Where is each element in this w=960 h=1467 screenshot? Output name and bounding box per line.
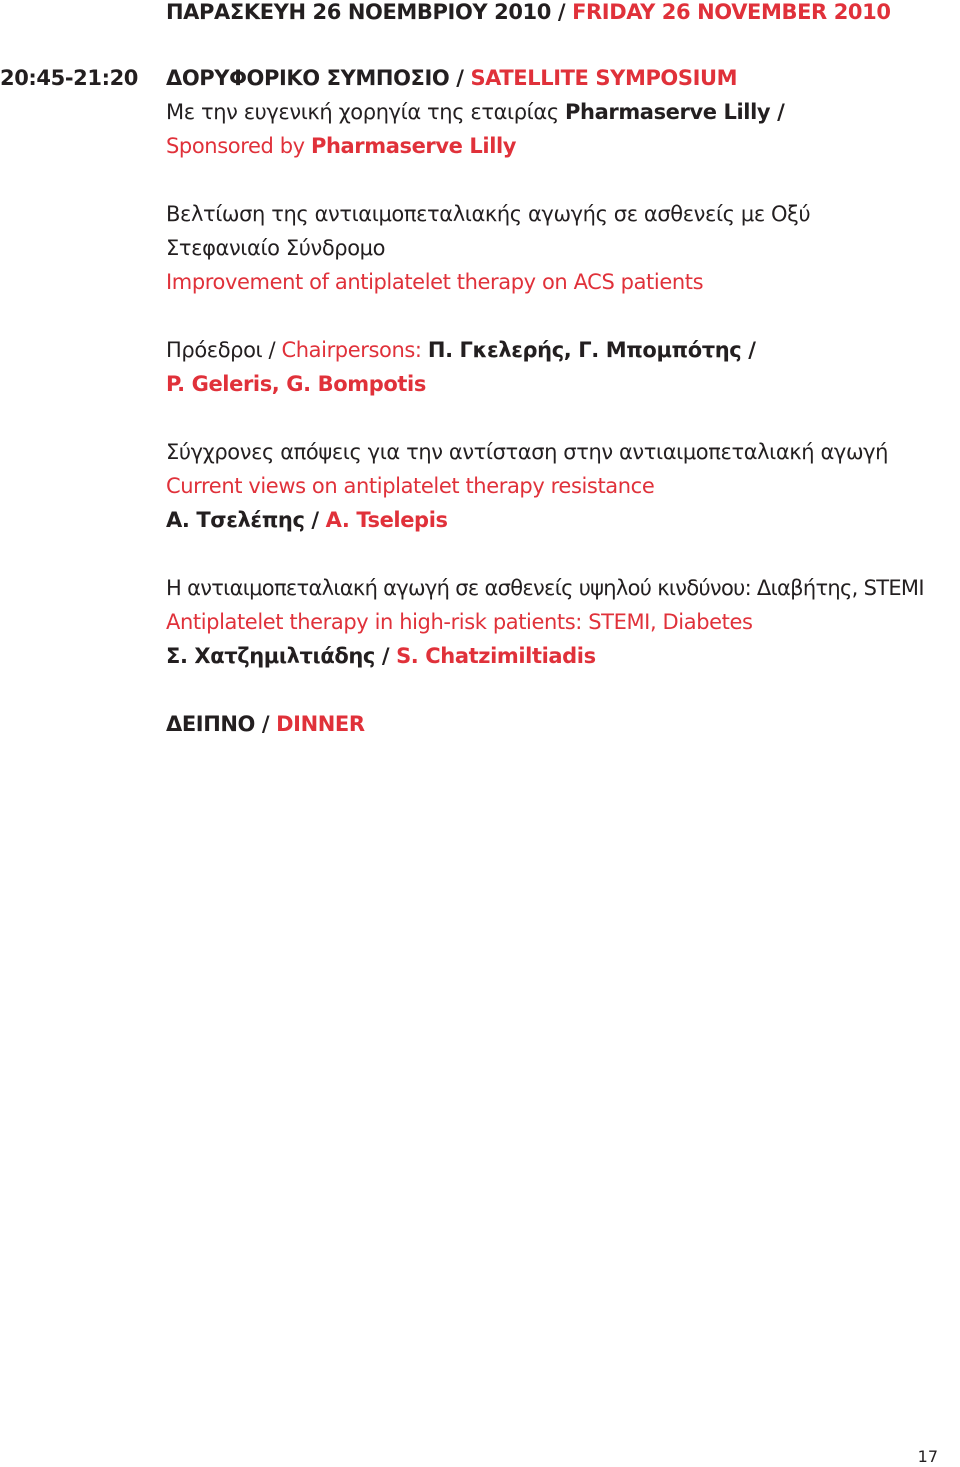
talk-2-speaker-english: S. Chatzimiltiadis xyxy=(396,644,596,668)
sponsor-english xyxy=(166,132,516,160)
sponsor-greek xyxy=(166,98,784,126)
talk-1-speaker-greek: Α. Τσελέπης / xyxy=(166,508,319,532)
talk-2-title-english: Antiplatelet therapy in high-risk patients: STEMI, Diabetes xyxy=(166,610,753,634)
session-title-english: SATELLITE SYMPOSIUM xyxy=(470,66,738,90)
session-title-greek: ΔΟΡΥΦΟΡΙΚΟ ΣΥΜΠΟΣΙΟ / xyxy=(166,66,464,90)
topic-greek-line2: Στεφανιαίο Σύνδρομο xyxy=(166,236,386,260)
dinner-greek: ΔΕΙΠΝΟ / xyxy=(166,712,270,736)
session-time: 20:45-21:20 xyxy=(0,66,139,90)
talk-1-title-greek: Σύγχρονες απόψεις για την αντίσταση στην αντιαιμοπεταλιακή αγωγή xyxy=(166,440,889,464)
day-heading xyxy=(166,0,891,26)
chairs-label-english: Chairpersons: xyxy=(281,338,422,362)
talk-1-title-english: Current views on antiplatelet therapy resistance xyxy=(166,474,655,498)
page-number: 17 xyxy=(917,1447,938,1466)
talk-1-speaker xyxy=(166,506,448,534)
talk-2-speaker xyxy=(166,642,596,670)
talk-2-speaker-greek: Σ. Χατζημιλτιάδης / xyxy=(166,644,390,668)
talk-1-speaker-english: A. Tselepis xyxy=(325,508,448,532)
sponsor-greek-name: Pharmaserve Lilly / xyxy=(565,100,785,124)
chairpersons-line xyxy=(166,336,756,364)
sponsor-english-prefix: Sponsored by xyxy=(166,134,305,158)
day-heading-english: FRIDAY 26 NOVEMBER 2010 xyxy=(572,0,891,24)
chairs-names-greek: Π. Γκελερής, Γ. Μπομπότης / xyxy=(427,338,756,362)
dinner-english: DINNER xyxy=(276,712,365,736)
chairs-label-greek: Πρόεδροι / xyxy=(166,338,276,362)
day-heading-greek: ΠΑΡΑΣΚΕΥΗ 26 ΝΟΕΜΒΡΙΟΥ 2010 / xyxy=(166,0,566,24)
dinner-line xyxy=(166,710,365,738)
sponsor-greek-prefix: Με την ευγενική χορηγία της εταιρίας xyxy=(166,100,559,124)
session-title xyxy=(166,64,737,92)
talk-2-title-greek: Η αντιαιμοπεταλιακή αγωγή σε ασθενείς υψηλού κινδύνου: Διαβήτης, STEMI xyxy=(166,576,924,600)
chairs-names-english: P. Geleris, G. Bompotis xyxy=(166,372,426,396)
sponsor-english-name: Pharmaserve Lilly xyxy=(310,134,517,158)
topic-greek-line1: Βελτίωση της αντιαιμοπεταλιακής αγωγής σε ασθενείς με Οξύ xyxy=(166,202,811,226)
topic-english: Improvement of antiplatelet therapy on ACS patients xyxy=(166,270,704,294)
